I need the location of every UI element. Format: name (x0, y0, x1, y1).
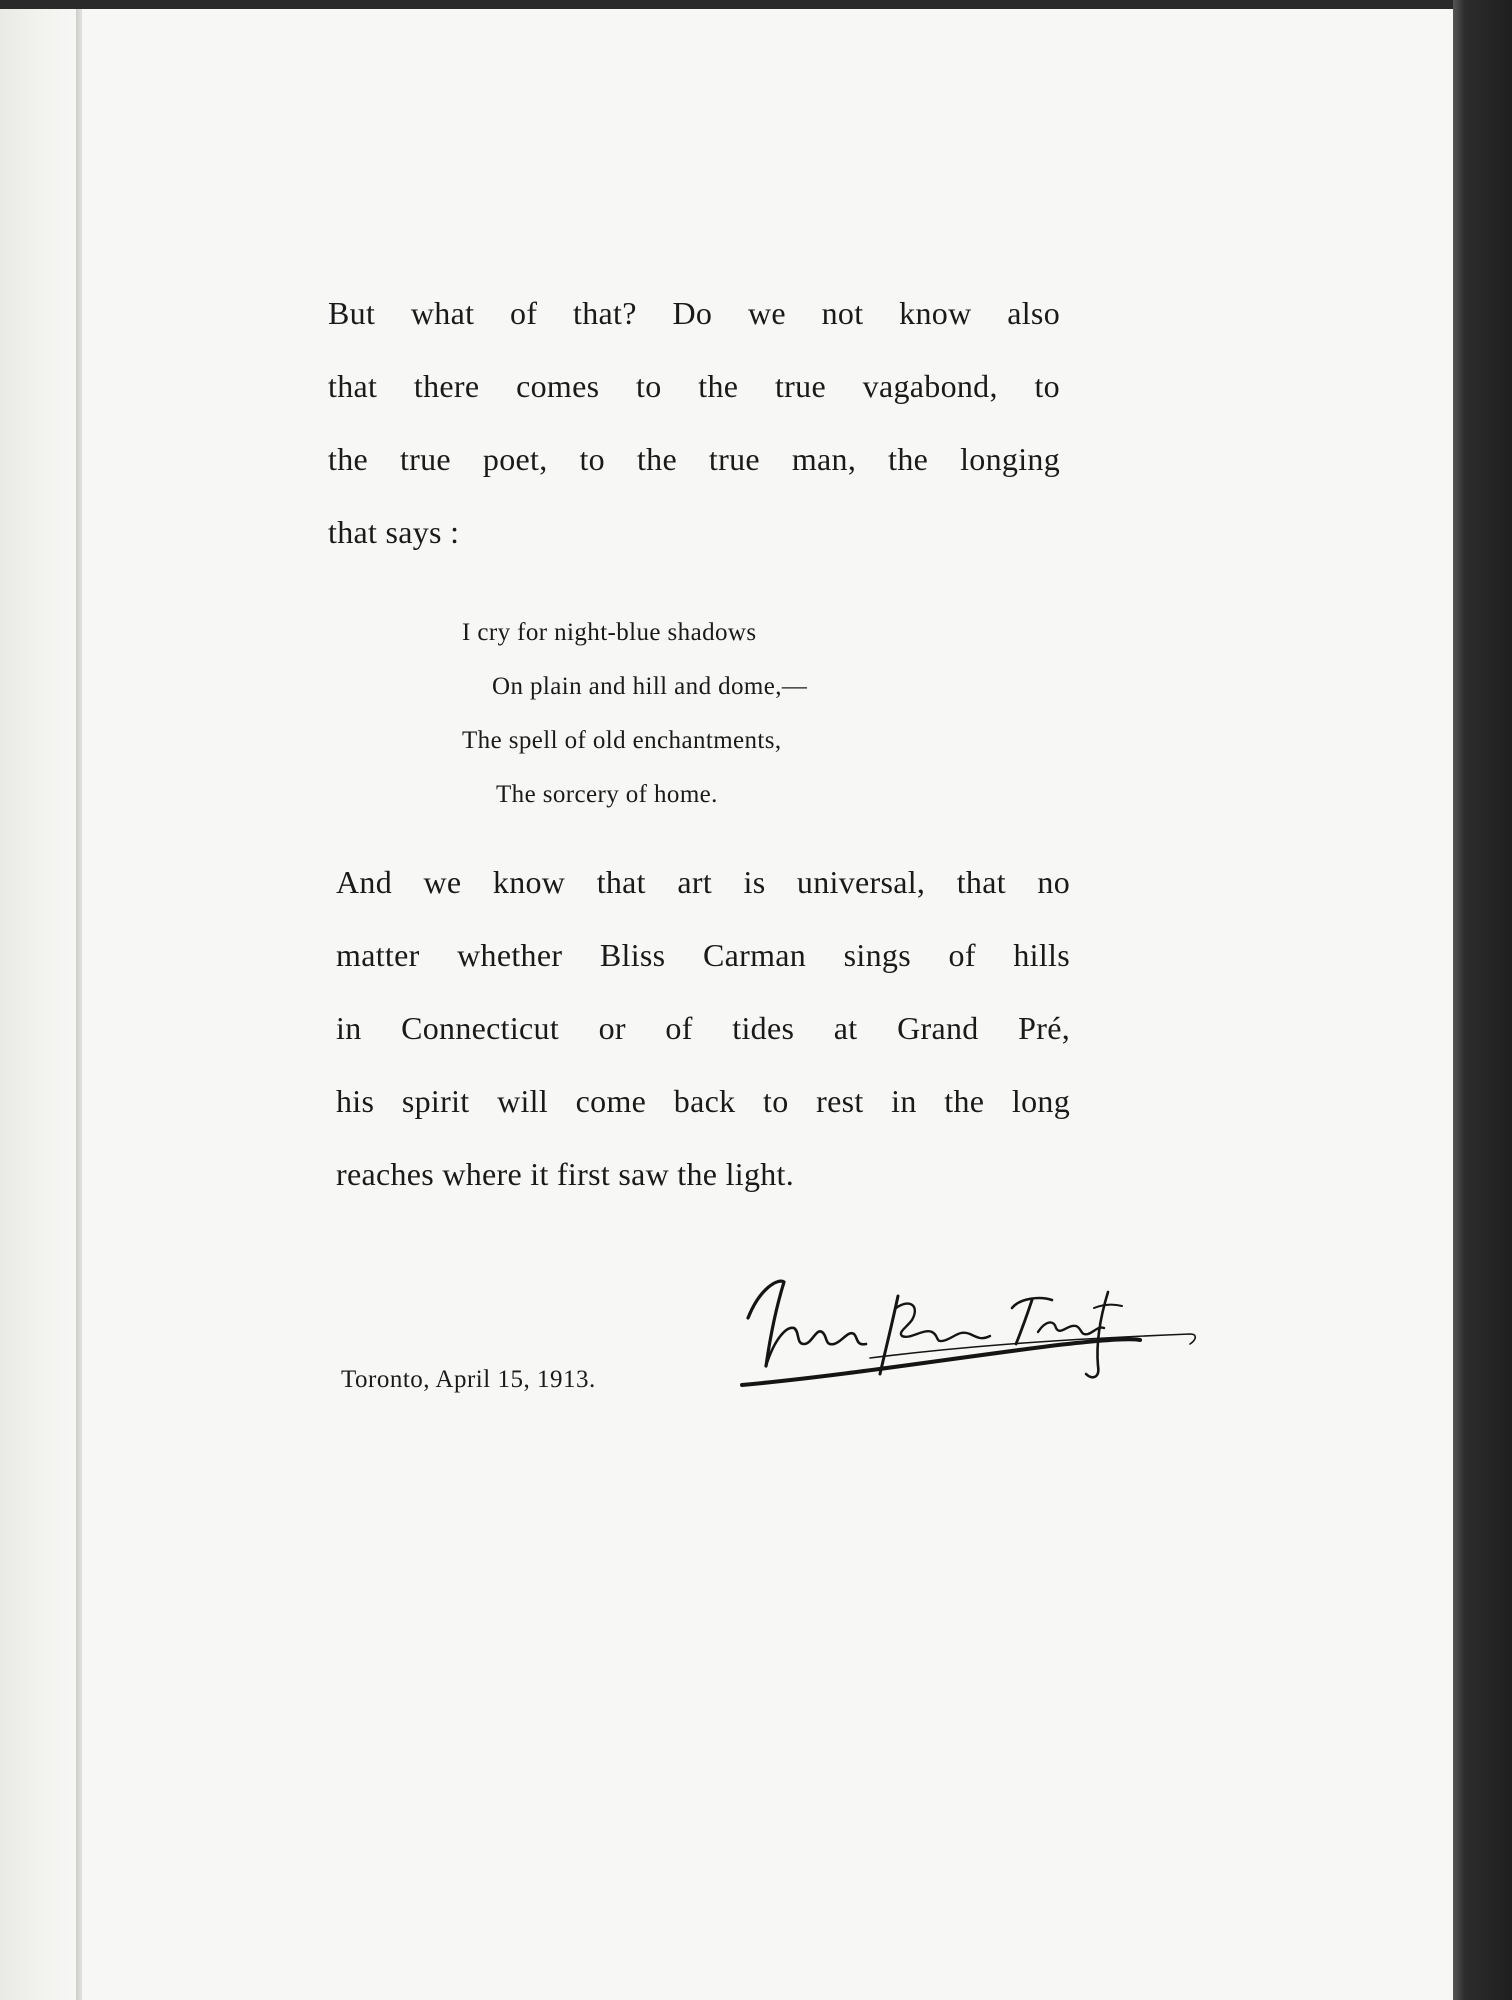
verse-quotation (462, 606, 807, 822)
paragraph-line: that there comes to the true vagabond, to (328, 368, 1060, 404)
paragraph-line: matter whether Bliss Carman sings of hills (336, 937, 1070, 973)
paragraph-line: that says : (328, 514, 460, 550)
verse-line: I cry for night-blue shadows (462, 619, 757, 646)
paragraph-line: But what of that? Do we not know also (328, 295, 1060, 331)
verse-line: On plain and hill and dome,— (492, 673, 808, 700)
verse-line: The spell of old enchantments, (462, 727, 782, 754)
opening-paragraph (328, 277, 1060, 569)
handwritten-signature (720, 1248, 1200, 1398)
verse-line: The sorcery of home. (496, 781, 718, 808)
paragraph-line: reaches where it first saw the light. (336, 1156, 795, 1192)
paragraph-line: the true poet, to the true man, the longing (328, 441, 1060, 477)
paragraph-line: And we know that art is universal, that no (336, 864, 1070, 900)
paragraph-line: in Connecticut or of tides at Grand Pré, (336, 1010, 1070, 1046)
dateline: Toronto, April 15, 1913. (341, 1366, 596, 1393)
paragraph-line: his spirit will come back to rest in the long (336, 1083, 1070, 1119)
closing-paragraph (336, 846, 1070, 1211)
